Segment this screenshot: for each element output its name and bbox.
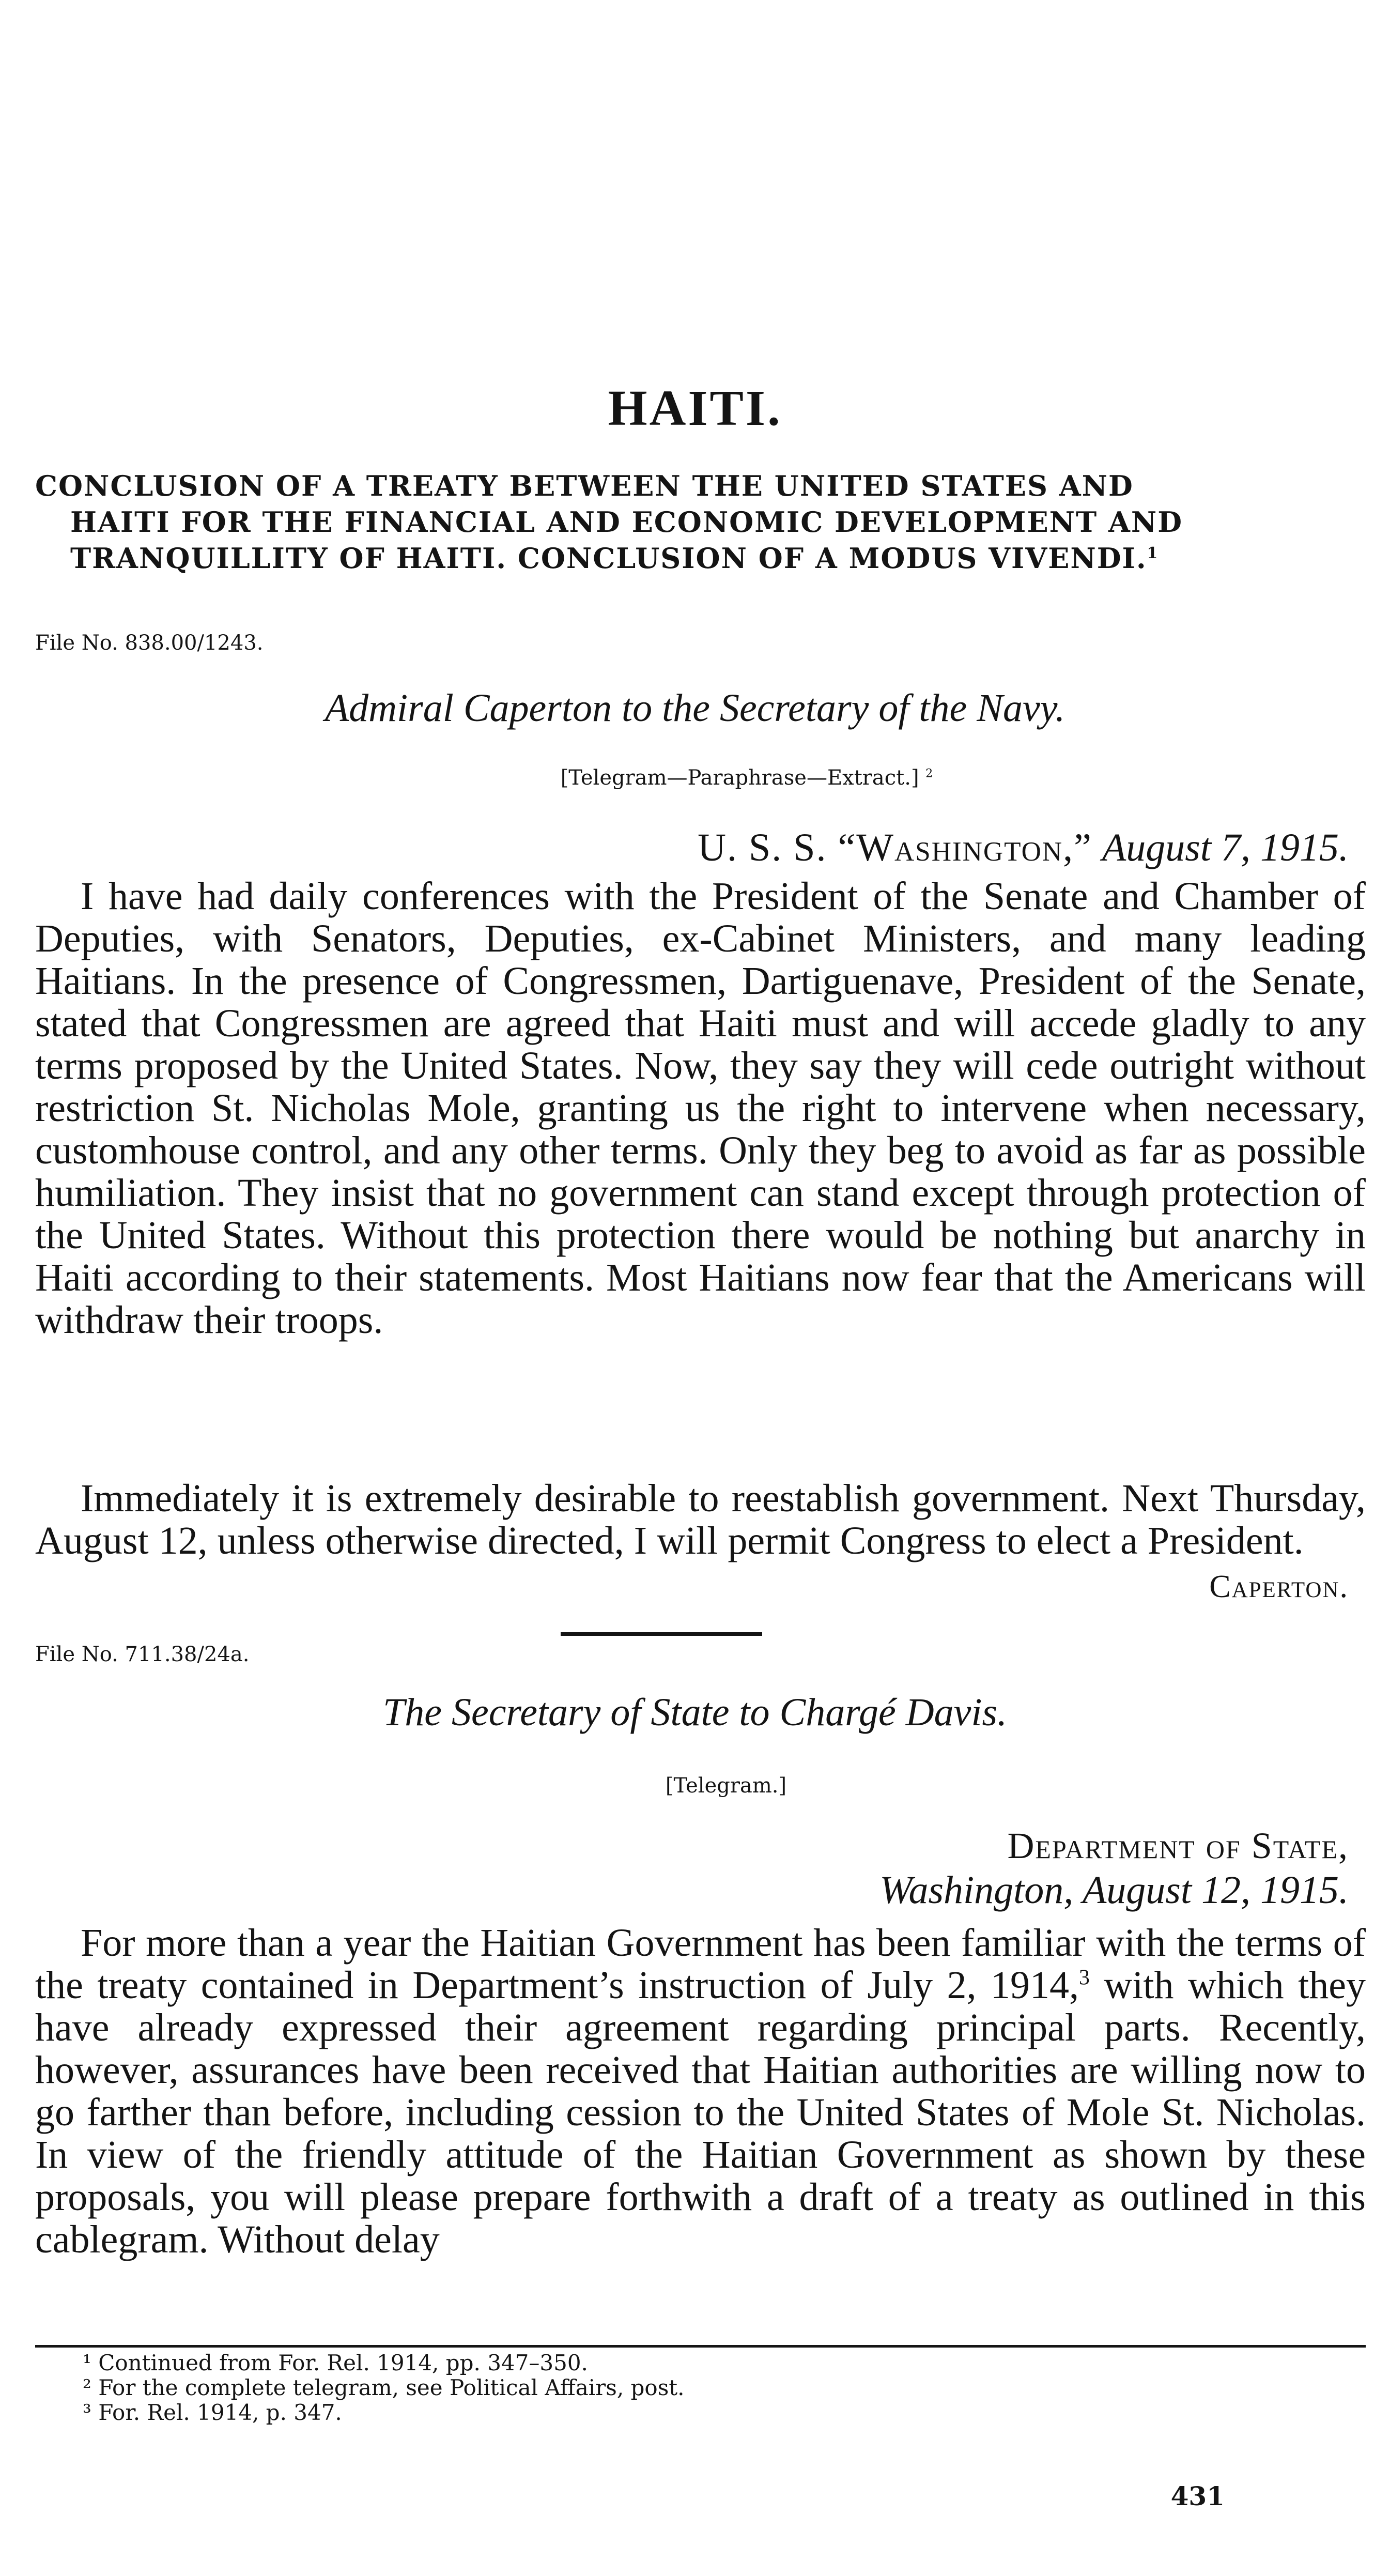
entry-1-paragraph-1: I have had daily conferences with the President of the Senate and Chamber of Deputies, with Senators, Deputies, ex-Cabinet Ministers, and many leading Haitians. In the presence of Congressmen, Dartiguenave, President of the Senate, stated that Congressmen are agreed that Haiti must and will accede gladly to any terms proposed by the United States. Now, they say they will cede outright without restriction St. Nicholas Mole, granting us the right to intervene when necessary, customhouse control, and any other terms. Only they beg to avoid as far as possible humiliation. They insist that no government can stand except through protection of the United States. Without this protection there would be nothing but anarchy in Haiti according to their statements. Most Haitians now fear that the Americans will withdraw their troops. [35, 875, 1366, 1342]
footnote-3: ³ For. Rel. 1914, p. 347. [83, 2400, 342, 2425]
heading-line-1: CONCLUSION OF A TREATY BETWEEN THE UNITED STATES AND [35, 469, 1134, 502]
footnote-2: ² For the complete telegram, see Political Affairs, post. [83, 2375, 685, 2400]
entry-2-paragraph-1-b: with which they have already expressed their agreement regarding principal parts. Recently, however, assurances have been received that Haitian authorities are willing now to go farther than before, including cession to the United States of Mole St. Nicholas. In view of the friendly attitude of the Haitian Government as shown by these proposals, you will please prepare forthwith a draft of a treaty as outlined in this cablegram. Without delay [35, 1964, 1366, 2261]
footnote-ref-3: 3 [1079, 1966, 1090, 1990]
dateline-2 [879, 1823, 1349, 1912]
page-number: 431 [1170, 2481, 1225, 2511]
address-line-2: The Secretary of State to Chargé Davis. [382, 1691, 1008, 1734]
entry-2-paragraph-1 [35, 1922, 1366, 2261]
footnote-ref-1: 1 [1147, 544, 1159, 562]
entry-1-paragraph-2: Immediately it is extremely desirable to reestablish government. Next Thursday, August 12, unless otherwise directed, I will permit Congress to elect a President. [35, 1477, 1366, 1562]
footnotes [83, 2351, 685, 2425]
file-number-2: File No. 711.38/24a. [35, 1643, 250, 1666]
section-divider [561, 1632, 762, 1636]
dateline-2-place: Department of State, [1007, 1825, 1349, 1866]
page-title: HAITI. [608, 380, 782, 436]
dateline-2-city-date: Washington, August 12, 1915. [879, 1868, 1349, 1912]
footnote-rule [35, 2345, 1366, 2348]
entry-2-paragraph-1-a: For more than a year the Haitian Government has been familiar with the terms of the treaty contained in Department’s instruction of July 2, 1914, [35, 1921, 1366, 2007]
heading-line-3 [35, 540, 1368, 576]
address-line-1: Admiral Caperton to the Secretary of the Navy. [325, 686, 1065, 730]
telegram-note-1 [0, 765, 1390, 791]
footnote-1: ¹ Continued from For. Rel. 1914, pp. 347–350. [83, 2350, 588, 2375]
dateline-1 [698, 824, 1349, 871]
dateline-1-place: U. S. S. “Washington,” [698, 826, 1092, 869]
footnote-ref-2: 2 [925, 767, 933, 780]
file-number-1: File No. 838.00/1243. [35, 631, 264, 655]
telegram-note-2: [Telegram.] [665, 1774, 787, 1798]
dateline-1-date: August 7, 1915. [1102, 826, 1349, 869]
telegram-note-1-text: [Telegram—Paraphrase—Extract.] [560, 766, 919, 790]
heading-line-2: HAITI FOR THE FINANCIAL AND ECONOMIC DEVELOPMENT AND [70, 505, 1183, 539]
section-heading [35, 468, 1368, 576]
heading-line-3-text: TRANQUILLITY OF HAITI. CONCLUSION OF A MODUS VIVENDI. [70, 542, 1147, 575]
signature: Caperton. [1209, 1569, 1349, 1604]
